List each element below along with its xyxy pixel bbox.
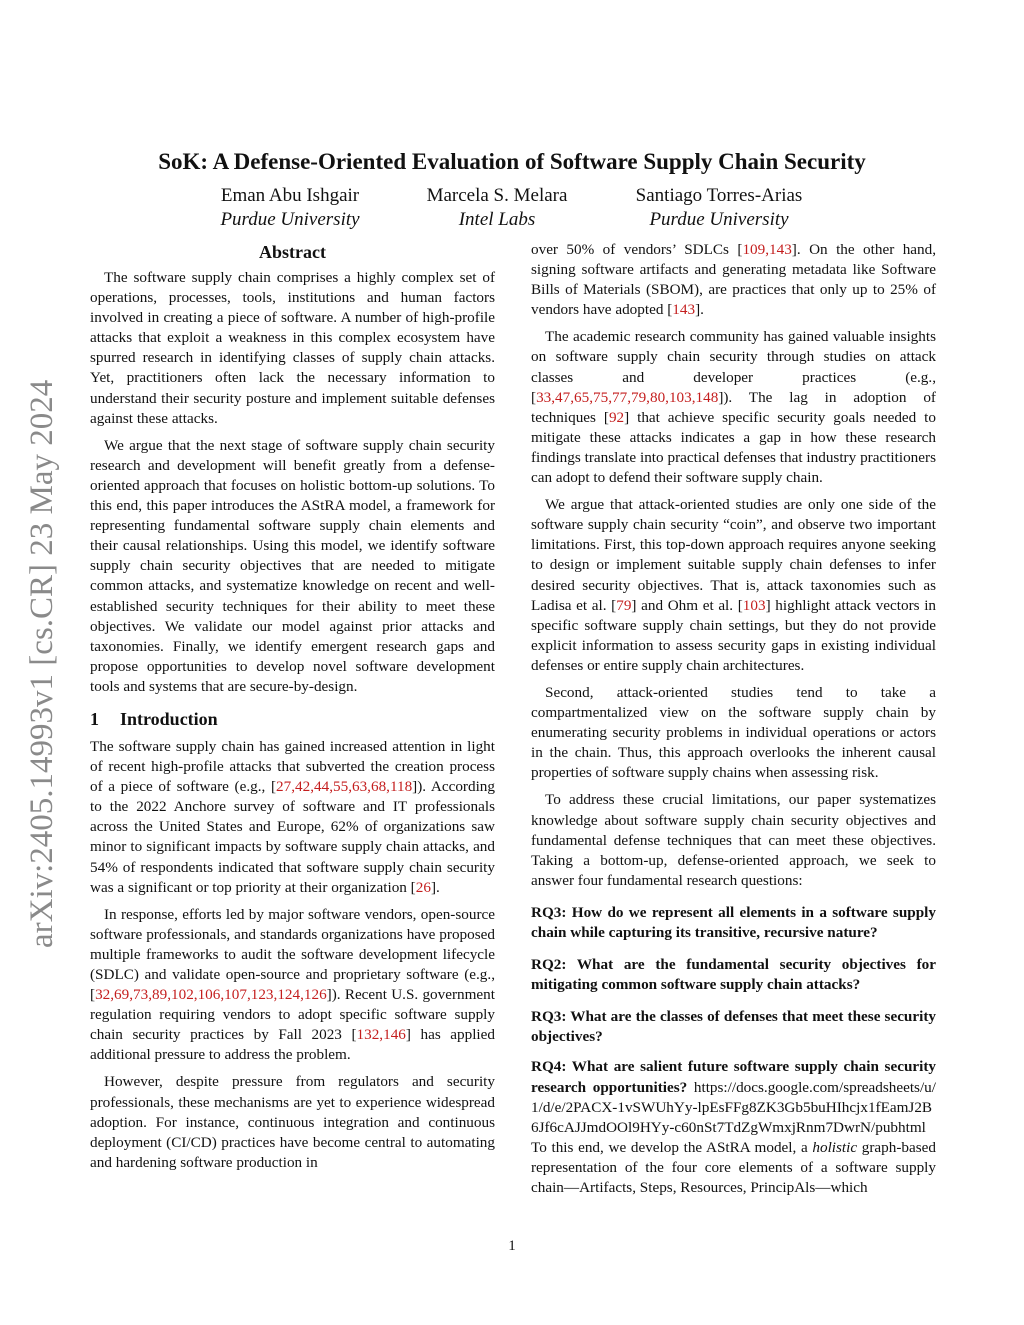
author-name: Santiago Torres-Arias <box>635 185 803 206</box>
author-affiliation: Purdue University <box>649 209 789 230</box>
page-number: 1 <box>508 1238 516 1254</box>
arxiv-identifier: arXiv:2405.14993v1 [cs.CR] 23 May 2024 <box>24 379 60 948</box>
citation-link[interactable]: 103 <box>742 596 766 614</box>
section-title: Introduction <box>120 708 218 729</box>
section-heading-introduction <box>90 707 495 731</box>
citation-link[interactable]: 79 <box>616 596 632 614</box>
intro-paragraph: To address these crucial limitations, our paper systematizes knowledge about software supply chain security objectives and fundamental defense techniques that can meet these objectives. Taking a bottom-up, defense-oriented approach, we seek to answer four fundamental research questions: <box>531 791 936 889</box>
paper-title: SoK: A Defense-Oriented Evaluation of Software Supply Chain Security <box>158 149 866 174</box>
author-affiliation: Intel Labs <box>458 209 536 230</box>
author-block <box>0 184 1024 236</box>
intro-paragraph: The software supply chain has gained increased attention in light of recent high-profile attacks that subverted the creation process of a piece of software (e.g., [27,42,44,55,63,68,118]). According to the 2022 Anchore survey of software and IT professionals across the United States and Europe, 62% of organizations saw minor to significant impacts by software supply chain attacks, and 54% of respondents indicated that software supply chain security was a significant or top priority at their organization [26]. <box>90 737 495 896</box>
spreadsheet-link[interactable]: https://docs.google.com/spreadsheets/u/1/d/e/2PACX-1vSWUhYy-lpEsFFg8ZK3Gb5buHIhcjx1fEamJ2B6Jf6cAJJmdOOl9HYy-c60nSt7TdZgWmxjRnm7DwrN/pubhtml <box>531 1078 936 1136</box>
author-name: Marcela S. Melara <box>426 185 568 206</box>
emphasis: holistic <box>812 1138 858 1156</box>
research-question: RQ3: What are the classes of defenses that meet these security objectives? <box>531 1008 936 1046</box>
author-affiliation: Purdue University <box>220 209 360 230</box>
research-question: RQ2: What are the fundamental security objectives for mitigating common software supply chain attacks? <box>531 956 936 994</box>
research-question: RQ4: What are salient future software supply chain security research opportunities? <box>531 1058 936 1096</box>
research-question-continued: RQ4: What are salient future software supply chain security research opportunities? https://docs.google.com/spreadsheets/u/1/d/e/2PACX-1vSWUhYy-lpEsFFg8ZK3Gb5buHIhcjx1fEamJ2B6Jf6cAJJmdOOl9HYy-c60nSt7TdZgWmxjRnm7DwrN/pubhtml To this end, we develop the AStRA model, a holistic graph-based representation of the four core elements of a software supply chain—Artifacts, Steps, Resources, PrincipAls—which <box>531 1058 936 1197</box>
citation-link[interactable]: 143 <box>672 301 696 319</box>
section-number: 1 <box>90 708 99 729</box>
right-column <box>531 240 936 1198</box>
citation-link[interactable]: 27,42,44,55,63,68,118 <box>276 778 413 796</box>
citation-link[interactable]: 92 <box>608 408 625 426</box>
citation-link[interactable]: 26 <box>415 878 431 896</box>
abstract-heading: Abstract <box>259 242 326 262</box>
citation-link[interactable]: 109,143 <box>742 241 792 258</box>
abstract-paragraph: The software supply chain comprises a highly complex set of operations, processes, tools, institutions and human factors involved in creating a piece of software. A number of high-profile attacks that exploit a weakness in this complex ecosystem have spurred research in identifying classes of supply chain attacks. Yet, practitioners often lack the necessary information to understand their security posture and implement suitable defenses against these attacks. <box>90 269 495 427</box>
research-question: RQ3: How do we represent all elements in a software supply chain while capturing its transitive, recursive nature? <box>531 903 936 941</box>
abstract-paragraph: We argue that the next stage of software supply chain security research and development will benefit greatly from a defense-oriented approach that focuses on holistic bottom-up solutions. To this end, this paper introduces the AStRA model, a framework for representing fundamental software supply chain elements and their causal relationships. Using this model, we identify software supply chain security objectives that are needed to mitigate common attacks, and systematize knowledge on recent and well-established security techniques for their ability to meet these objectives. We validate our model against prior attacks and taxonomies. Finally, we identify emergent research gaps and propose opportunities to develop novel software development tools and systems that are secure-by-design. <box>90 436 495 695</box>
intro-paragraph: However, despite pressure from regulators and security professionals, these mechanisms are yet to experience widespread adoption. For instance, continuous integration and continuous deployment (CI/CD) practices have become central to automating and hardening software production in <box>90 1073 495 1171</box>
citation-link[interactable]: 32,69,73,89,102,106,107,123,124,126 <box>95 986 327 1004</box>
intro-paragraph: The academic research community has gained valuable insights on software supply chain security through studies on attack classes and developer practices (e.g., [33,47,65,75,77,79,80,103,148]). The lag in adoption of techniques [92] that achieve specific security goals needed to mitigate these attacks indicates a gap in how these research findings translate into practical defenses that industry practitioners can adopt to defend their software supply chain. <box>531 328 936 487</box>
author-3 <box>589 184 849 232</box>
intro-paragraph: over 50% of vendors’ SDLCs [109,143]. On the other hand, signing software artifacts and generating metadata like Software Bills of Materials (SBOM), are practices that only up to 25% of vendors have adopted [143]. <box>531 241 937 319</box>
left-column <box>90 240 495 1180</box>
author-2 <box>367 184 627 232</box>
intro-paragraph: In response, efforts led by major software vendors, open-source software professionals, and standards organizations have proposed multiple frameworks to audit the software development lifecycle (SDLC) and validate open-source and proprietary software (e.g., [32,69,73,89,102,106,107,123,124,126]). Recent U.S. government regulation requiring vendors to adopt specific software supply chain security practices by Fall 2023 [132,146] has applied additional pressure to address the problem. <box>90 905 495 1064</box>
author-name: Eman Abu Ishgair <box>220 185 360 206</box>
citation-link[interactable]: 33,47,65,75,77,79,80,103,148 <box>536 388 719 406</box>
intro-paragraph: Second, attack-oriented studies tend to take a compartmentalized view on the software supply chain by enumerating security problems in individual operations or actors in the chain. Thus, this approach overlooks the inherent causal properties of software supply chains when assessing risk. <box>531 683 936 782</box>
intro-paragraph: We argue that attack-oriented studies are only one side of the software supply chain security “coin”, and observe two important limitations. First, this top-down approach requires anyone seeking to design or implement suitable supply chain defenses to infer desired security objectives. That is, attack taxonomies such as Ladisa et al. [79] and Ohm et al. [103] highlight attack vectors in specific software supply chain settings, but they do not provide explicit information to assess security gaps in existing individual defenses or entire supply chain architectures. <box>531 496 937 674</box>
citation-link[interactable]: 132,146 <box>356 1026 406 1044</box>
